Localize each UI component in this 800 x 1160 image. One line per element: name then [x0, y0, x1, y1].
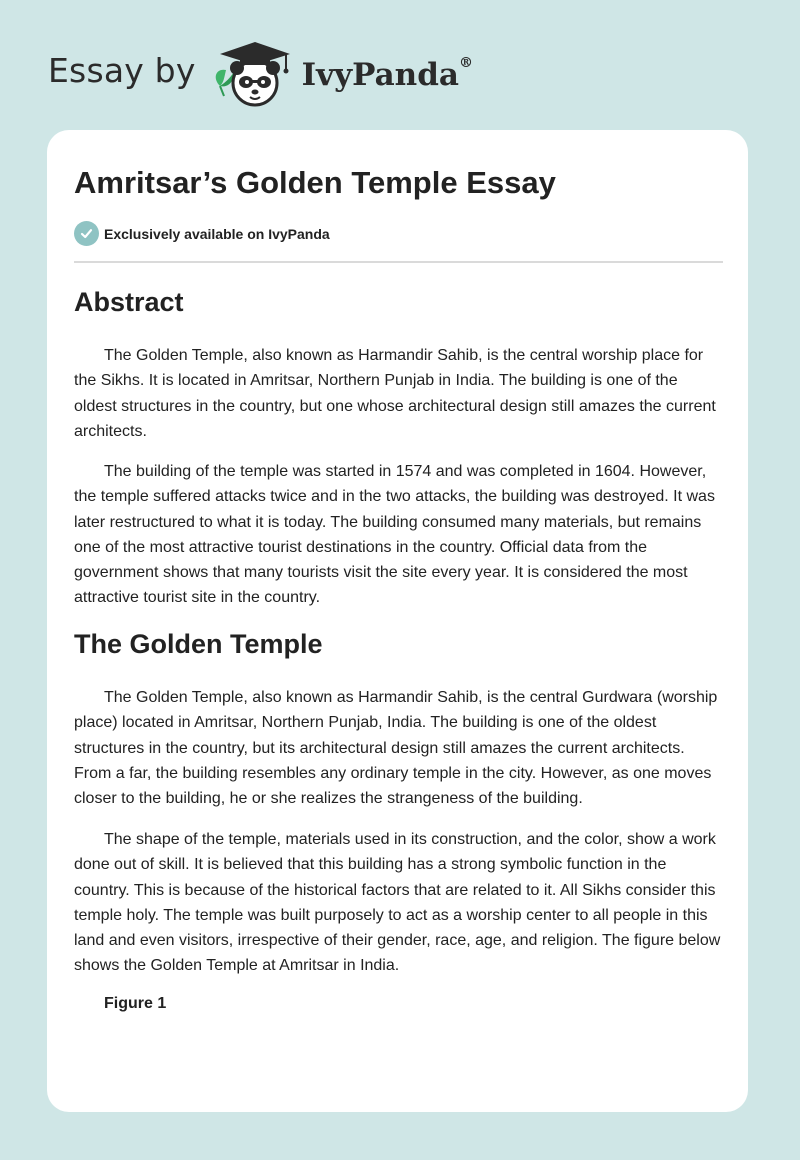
- site-header: [48, 38, 473, 108]
- exclusive-badge-text: Exclusively available on IvyPanda: [104, 225, 330, 242]
- exclusive-badge: [74, 221, 330, 246]
- paragraph: The Golden Temple, also known as Harmandir Sahib, is the central worship place for the Sikhs. It is located in Amritsar, Northern Punjab in India. The building is one of the oldest structures in the country, but one whose architectural design still amazes the current architects.: [74, 347, 716, 440]
- figure-label: Figure 1: [104, 995, 167, 1012]
- section-heading-golden-temple: The Golden Temple: [74, 629, 323, 659]
- paragraph: The Golden Temple, also known as Harmandir Sahib, is the central Gurdwara (worship place) located in Amritsar, Northern Punjab, India. The building is one of the oldest structures in the country, but its architectural design still amazes the current architects. From a far, the building resembles any ordinary temple in the city. However, as one moves closer to the building, he or she realizes the strangeness of the building.: [74, 689, 718, 808]
- page-title: Amritsar’s Golden Temple Essay: [74, 165, 556, 200]
- paragraph: The shape of the temple, materials used in its construction, and the color, show a work done out of skill. It is believed that this building has a strong symbolic function in the country. This is because of the historical factors that are related to it. All Sikhs consider this temple holy. The temple was built purposely to act as a worship center to all people in this land and even visitors, irrespective of their gender, race, age, and religion. The figure below shows the Golden Temple at Amritsar in India.: [74, 831, 721, 975]
- check-circle-icon: [74, 221, 99, 246]
- essay-by-label: Essay by: [48, 50, 196, 90]
- section-heading-abstract: Abstract: [74, 287, 184, 317]
- brand-label: IvyPanda: [301, 57, 459, 93]
- brand-name[interactable]: [302, 57, 473, 93]
- registered-mark: ®: [458, 55, 473, 71]
- panda-graduate-logo-icon[interactable]: [210, 38, 296, 108]
- essay-card: [47, 130, 748, 1112]
- paragraph: The building of the temple was started in 1574 and was completed in 1604. However, the temple suffered attacks twice and in the two attacks, the building was destroyed. It was later restructured to what it is today. The building consumed many materials, but remains one of the most attractive tourist destinations in the country. Official data from the government shows that many tourists visit the site every year. It is considered the most attractive tourist site in the country.: [74, 463, 715, 607]
- title-divider: [74, 261, 723, 263]
